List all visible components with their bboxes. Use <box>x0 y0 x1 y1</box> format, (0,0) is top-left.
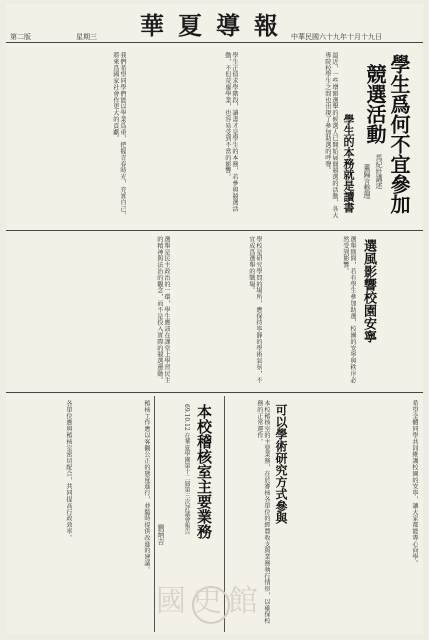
bottom-note: 69.10.12 在華夏學園第十二屆第三次評議會報告 <box>183 404 190 535</box>
bottom-byline: 劉炳吉 <box>157 524 165 545</box>
column-divider-2 <box>154 396 155 632</box>
issue-weekday: 星期三 <box>76 33 97 41</box>
bottom-body-col-2: 稽核工作應以客觀公正的態度進行，並隨時提供改進的建議。 <box>143 400 150 573</box>
right-body-col-2: 學校是研究學問的場所，應保持寧靜的學術氣氛，不宜成爲選舉的戰場。 <box>247 236 262 384</box>
bottom-subhead: 可以學術研究方式參與 <box>274 404 288 524</box>
right-body-col-3: 希望全體同學共同維護校園的安寧，讓大家都能專心向學。 <box>411 400 418 567</box>
right-body-col-1: 選舉期間，若有學生參加助選，校園的安寧與秩序必然受到影響。 <box>341 236 356 384</box>
main-byline-2: 董歸言整理 <box>363 164 371 199</box>
bottom-body-col-3: 各單位應與稽核室密切配合，共同提高行政效率。 <box>65 400 72 541</box>
main-body-col-4: 選舉是民主政治的一環，學生應該在課堂上學習民主的精神與法治的觀念，而不是投入實際的競選運動。 <box>155 236 170 384</box>
newspaper-title: 華夏導報 <box>140 11 292 40</box>
bottom-body-col-1: 本校稽核室的主要業務，在於審核各單位的經費收支與業務執行情形，以確保校務的正常運作。 <box>255 400 270 624</box>
main-body-col-1: 最近，一些增額選舉的候選人已開始展開競選的活動，各大專院校學生之間也出現了參加助選的呼聲。 <box>323 52 338 219</box>
archive-watermark: 國史館 <box>156 584 264 619</box>
main-subhead: 學生的本務就是讀書 <box>342 114 355 213</box>
newspaper-page <box>6 4 423 634</box>
main-body-col-3: 我們希望同學們能以學業爲重，把握青春時光，充實自己，將來爲國家社會作更大的貢獻。 <box>111 52 126 219</box>
issue-number: 第二版 <box>10 33 31 41</box>
main-byline-1: 馬紀壯講述 <box>375 154 383 189</box>
section-rule-1 <box>6 230 423 231</box>
main-headline-1: 學生爲何不宜參加 <box>387 54 411 214</box>
section-rule-2 <box>6 392 423 393</box>
main-headline-2: 競選活動 <box>363 64 387 144</box>
bottom-headline: 本校稽核室主要業務 <box>195 404 213 539</box>
issue-date: 中華民國六十九年十月十九日 <box>291 33 382 41</box>
masthead-rule <box>6 42 423 43</box>
right-article-headline: 選風影響校園安寧 <box>361 239 376 343</box>
main-body-col-2: 學生正值求學階段，讀書才是學生的本務，若參與競選活動，不但荒廢學業，也容易受到不當的影響。 <box>223 52 238 212</box>
masthead <box>6 4 423 44</box>
